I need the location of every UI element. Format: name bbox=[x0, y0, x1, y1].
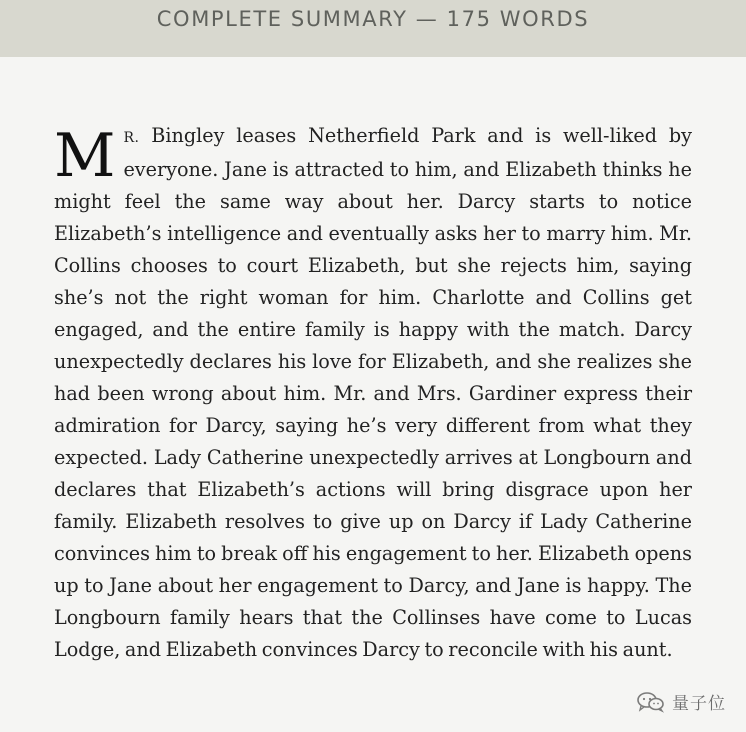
watermark bbox=[636, 689, 726, 714]
watermark-text: 量子位 bbox=[672, 694, 726, 714]
summary-text: Bingley leases Netherfield Park and is well-liked by everyone. Jane is attracted to him, and Elizabeth thinks he might feel the same way about her. Darcy starts to notice Elizabeth’s intelligence and eventually asks her to marry him. Mr. Collins chooses to court Elizabeth, but she rejects him, saying she’s not the right woman for him. Charlotte and Collins get engaged, and the entire family is happy with the match. Darcy unexpectedly declares his love for Elizabeth, and she realizes she had been wrong about him. Mr. and Mrs. Gardiner express their admiration for Darcy, saying he’s very different from what they expected. Lady Catherine unexpectedly arrives at Longbourn and declares that Elizabeth’s actions will bring disgrace upon her family. Elizabeth resolves to give up on Darcy if Lady Catherine convinces him to break off his engagement to her. Elizabeth opens up to Jane about her engagement to Darcy, and Jane is happy. The Longbourn family hears that the Collinses have come to Lucas Lodge, and Elizabeth convinces Darcy to reconcile with his aunt. bbox=[54, 124, 692, 661]
header-title: COMPLETE SUMMARY — 175 WORDS bbox=[156, 7, 590, 31]
lead-small-caps: R. bbox=[123, 130, 140, 146]
summary-content bbox=[54, 120, 692, 666]
drop-cap: M bbox=[54, 121, 116, 191]
summary-header bbox=[0, 0, 746, 57]
summary-paragraph bbox=[54, 120, 692, 666]
wechat-icon bbox=[636, 691, 666, 713]
